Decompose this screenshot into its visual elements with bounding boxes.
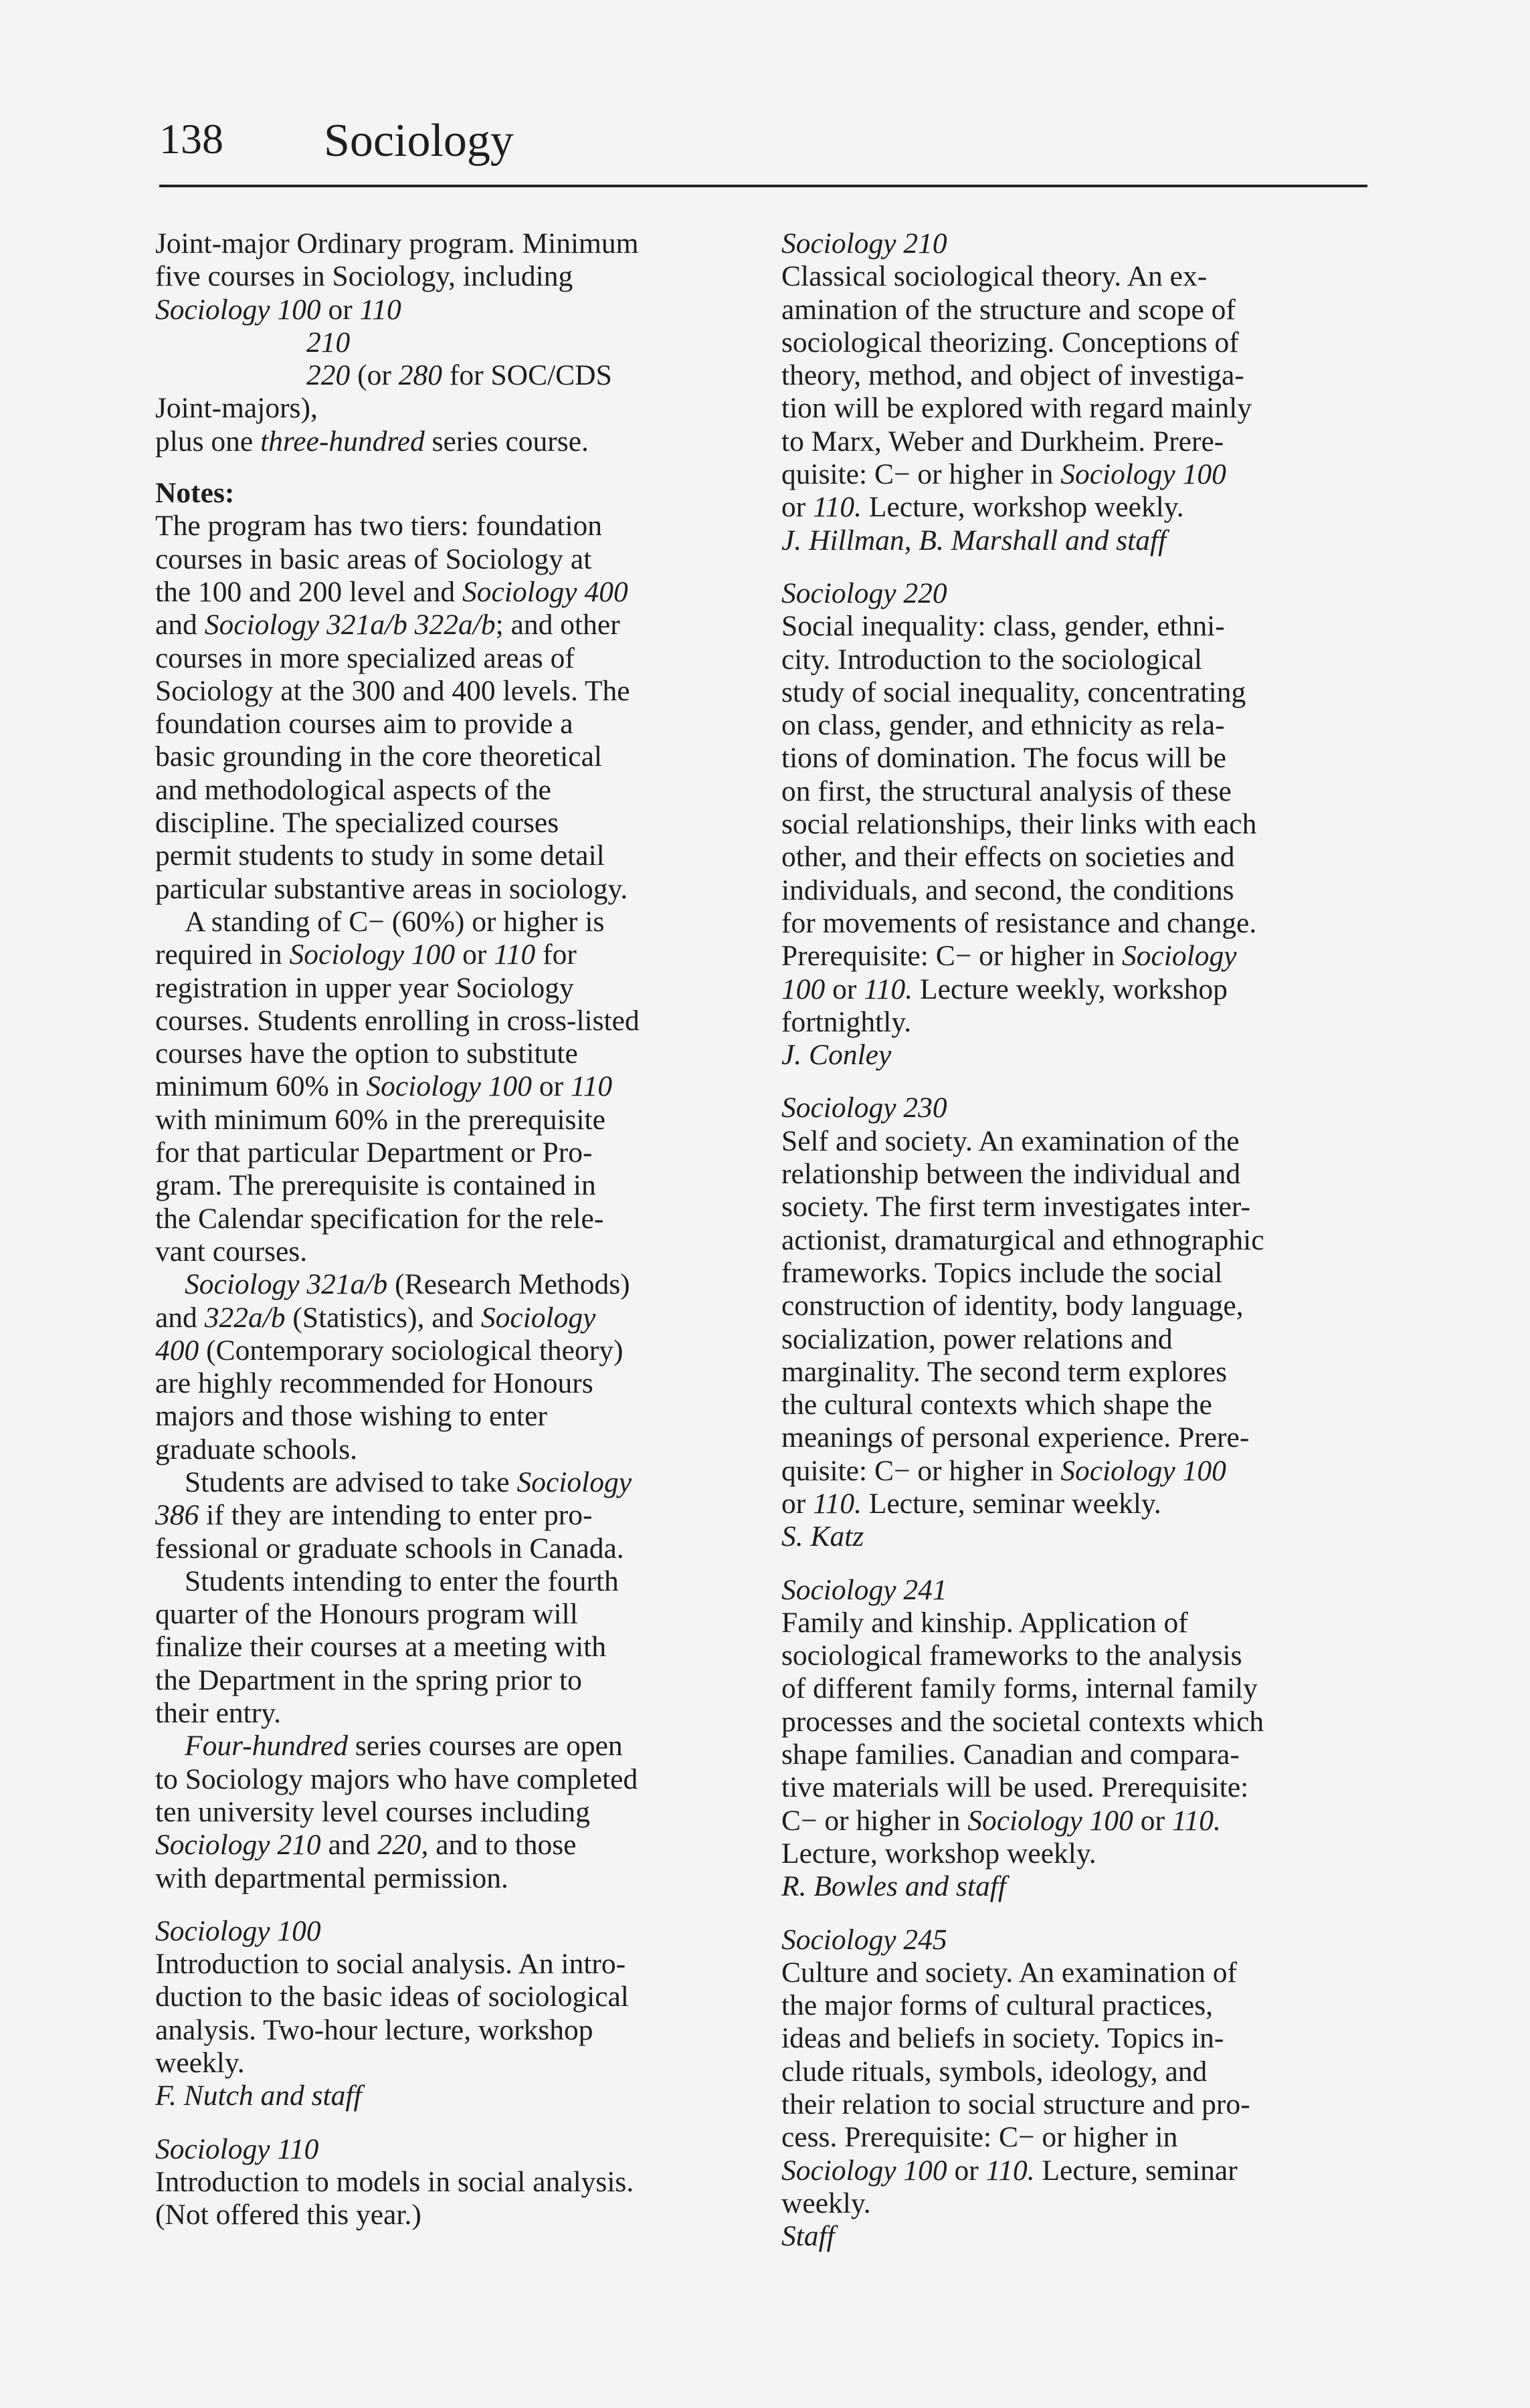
text-line: amination of the structure and scope of (781, 293, 1236, 326)
text-line: fortnightly. (781, 1005, 912, 1038)
text-line: sociological frameworks to the analysis (781, 1639, 1242, 1672)
text-line: Sociology 210 and 220, and to those (155, 1829, 577, 1862)
text-line: C− or higher in Sociology 100 or 110. (781, 1804, 1221, 1837)
text-line: frameworks. Topics include the social (781, 1256, 1223, 1289)
text-line: Classical sociological theory. An ex- (781, 260, 1208, 293)
text-line: on class, gender, and ethnicity as rela- (781, 709, 1225, 742)
text-line: courses in more specialized areas of (155, 641, 575, 674)
text-line: tive materials will be used. Prerequisite: (781, 1771, 1249, 1804)
text-line: processes and the societal contexts which (781, 1705, 1264, 1738)
text-line: vant courses. (155, 1235, 308, 1268)
text-line: (Not offered this year.) (155, 2199, 421, 2231)
text-line: Culture and society. An examination of (781, 1956, 1237, 1989)
text-line: of different family forms, internal family (781, 1672, 1258, 1705)
course-title: Sociology 230 (781, 1092, 947, 1124)
program-line: 220 (or 280 for SOC/CDS (306, 359, 612, 392)
course-title: Sociology 220 (781, 577, 947, 609)
course-instructor: Staff (781, 2220, 835, 2253)
text-line: tion will be explored with regard mainly (781, 392, 1252, 425)
text-line: quisite: C− or higher in Sociology 100 (781, 458, 1226, 491)
text-line: theory, method, and object of investiga- (781, 359, 1244, 392)
text-line: the major forms of cultural practices, (781, 1989, 1214, 2022)
course-instructor: J. Conley (781, 1039, 892, 1072)
text-line: society. The first term investigates inter- (781, 1191, 1250, 1223)
text-line: Sociology 100 or 110. Lecture, seminar (781, 2154, 1238, 2187)
spacer (155, 1895, 744, 1915)
text-line: analysis. Two-hour lecture, workshop (155, 2013, 593, 2046)
course-instructor: J. Hillman, B. Marshall and staff (781, 524, 1167, 557)
notes-p4 (155, 1466, 744, 1565)
page-header (159, 112, 1363, 193)
course-entry (781, 1924, 1370, 2253)
text-line: meanings of personal experience. Prere- (781, 1421, 1250, 1454)
text-line: Students are advised to take Sociology (185, 1466, 632, 1498)
text-line: finalize their courses at a meeting with (155, 1631, 606, 1664)
text-line: ideas and beliefs in society. Topics in- (781, 2022, 1224, 2055)
text-line: 386 if they are intending to enter pro- (155, 1499, 593, 1532)
header-rule (159, 185, 1367, 187)
text-line: actionist, dramaturgical and ethnographic (781, 1223, 1264, 1256)
text-line: weekly. (781, 2187, 871, 2219)
text-line: fessional or graduate schools in Canada. (155, 1532, 624, 1565)
notes-heading: Notes: (155, 477, 235, 510)
text-line: minimum 60% in Sociology 100 or 110 (155, 1070, 613, 1103)
text-line: with minimum 60% in the prerequisite (155, 1103, 605, 1136)
course-title: Sociology 245 (781, 1923, 947, 1956)
text-line: the Calendar specification for the rele- (155, 1202, 604, 1235)
program-requirements (155, 227, 744, 458)
course-title: Sociology 100 (155, 1914, 321, 1947)
running-head: Sociology (324, 115, 514, 167)
text-line: city. Introduction to the sociological (781, 643, 1202, 676)
text-line: The program has two tiers: foundation (155, 510, 603, 542)
text-line: socialization, power relations and (781, 1322, 1173, 1355)
text-line: construction of identity, body language, (781, 1290, 1244, 1322)
spacer (781, 1072, 1370, 1092)
text-line: basic grounding in the core theoretical (155, 740, 602, 773)
text-line: quarter of the Honours program will (155, 1598, 578, 1631)
program-line: Joint-majors), (155, 392, 318, 425)
text-line: for movements of resistance and change. (781, 906, 1257, 939)
text-line: on first, the structural analysis of these (781, 775, 1232, 807)
course-entry (781, 1092, 1370, 1553)
text-line: with departmental permission. (155, 1862, 508, 1894)
text-line: or 110. Lecture, seminar weekly. (781, 1487, 1161, 1520)
spacer (155, 2113, 744, 2133)
page-number: 138 (159, 115, 223, 163)
spacer (781, 1904, 1370, 1924)
text-line: clude rituals, symbols, ideology, and (781, 2055, 1208, 2088)
text-line: social relationships, their links with each (781, 808, 1257, 841)
text-line: Sociology 321a/b (Research Methods) (185, 1268, 630, 1301)
program-line: plus one three-hundred series course. (155, 425, 589, 458)
text-line: foundation courses aim to provide a (155, 708, 573, 740)
text-line: graduate schools. (155, 1433, 357, 1466)
text-line: registration in upper year Sociology (155, 971, 574, 1004)
text-line: individuals, and second, the conditions (781, 874, 1234, 906)
spacer (781, 557, 1370, 577)
text-line: weekly. (155, 2047, 245, 2080)
text-line: quisite: C− or higher in Sociology 100 (781, 1454, 1226, 1487)
text-line: the cultural contexts which shape the (781, 1389, 1212, 1421)
course-title: Sociology 210 (781, 227, 947, 260)
text-line: permit students to study in some detail (155, 839, 605, 872)
course-title: Sociology 241 (781, 1573, 947, 1606)
notes-p1 (155, 510, 744, 906)
text-line: and methodological aspects of the (155, 773, 551, 806)
text-line: the 100 and 200 level and Sociology 400 (155, 575, 628, 608)
text-line: and Sociology 321a/b 322a/b; and other (155, 609, 620, 641)
text-line: relationship between the individual and (781, 1158, 1241, 1191)
text-line: tions of domination. The focus will be (781, 742, 1226, 775)
text-line: majors and those wishing to enter (155, 1400, 547, 1433)
course-instructor: F. Nutch and staff (155, 2080, 362, 2112)
course-entry (781, 1574, 1370, 1904)
text-line: courses have the option to substitute (155, 1037, 578, 1070)
text-line: gram. The prerequisite is contained in (155, 1169, 596, 1202)
text-line: study of social inequality, concentrating (781, 676, 1246, 708)
course-title: Sociology 110 (155, 2132, 319, 2165)
notes-p3 (155, 1268, 744, 1466)
text-line: particular substantive areas in sociology. (155, 872, 628, 905)
program-line: Sociology 100 or 110 (155, 293, 401, 326)
notes-p2 (155, 906, 744, 1268)
text-line: Lecture, workshop weekly. (781, 1837, 1096, 1870)
program-line: 210 (306, 326, 351, 359)
text-line: Sociology at the 300 and 400 levels. The (155, 674, 630, 707)
text-line: 100 or 110. Lecture weekly, workshop (781, 973, 1228, 1005)
left-column (155, 227, 744, 2232)
text-line: to Marx, Weber and Durkheim. Prere- (781, 425, 1224, 458)
course-instructor: R. Bowles and staff (781, 1870, 1006, 1903)
text-line: Students intending to enter the fourth (185, 1565, 619, 1597)
text-line: required in Sociology 100 or 110 for (155, 938, 577, 971)
course-entry (155, 1915, 744, 2113)
text-line: duction to the basic ideas of sociological (155, 1981, 629, 2013)
text-line: A standing of C− (60%) or higher is (185, 905, 605, 938)
text-line: and 322a/b (Statistics), and Sociology (155, 1301, 596, 1334)
text-line: courses in basic areas of Sociology at (155, 542, 592, 575)
text-line: sociological theorizing. Conceptions of (781, 326, 1239, 359)
course-entry (155, 2133, 744, 2232)
text-line: cess. Prerequisite: C− or higher in (781, 2121, 1178, 2154)
text-line: discipline. The specialized courses (155, 807, 559, 839)
text-line: courses. Students enrolling in cross-listed (155, 1004, 640, 1037)
text-line: Self and society. An examination of the (781, 1124, 1240, 1157)
notes-p6 (155, 1730, 744, 1894)
text-line: Family and kinship. Application of (781, 1606, 1188, 1639)
right-column (781, 227, 1370, 2253)
text-line: their relation to social structure and pro- (781, 2088, 1250, 2121)
text-line: to Sociology majors who have completed (155, 1763, 638, 1795)
text-line: ten university level courses including (155, 1795, 590, 1828)
text-line: their entry. (155, 1697, 282, 1730)
course-instructor: S. Katz (781, 1520, 864, 1553)
program-line: five courses in Sociology, including (155, 260, 573, 293)
text-line: shape families. Canadian and compara- (781, 1738, 1240, 1771)
text-line: or 110. Lecture, workshop weekly. (781, 491, 1184, 524)
text-line: other, and their effects on societies and (781, 841, 1235, 874)
program-line: Joint-major Ordinary program. Minimum (155, 227, 639, 260)
spacer (781, 1554, 1370, 1574)
course-entry (781, 227, 1370, 557)
course-entry (781, 577, 1370, 1072)
text-line: 400 (Contemporary sociological theory) (155, 1334, 624, 1367)
notes-p5 (155, 1565, 744, 1730)
text-line: for that particular Department or Pro- (155, 1136, 593, 1169)
text-line: Social inequality: class, gender, ethni- (781, 610, 1225, 643)
text-line: the Department in the spring prior to (155, 1664, 582, 1696)
text-line: Introduction to social analysis. An intro- (155, 1948, 626, 1981)
text-line: Four-hundred series courses are open (185, 1730, 623, 1763)
text-line: Introduction to models in social analysis. (155, 2165, 634, 2198)
text-line: Prerequisite: C− or higher in Sociology (781, 940, 1237, 973)
text-line: are highly recommended for Honours (155, 1367, 593, 1400)
text-line: marginality. The second term explores (781, 1355, 1228, 1388)
